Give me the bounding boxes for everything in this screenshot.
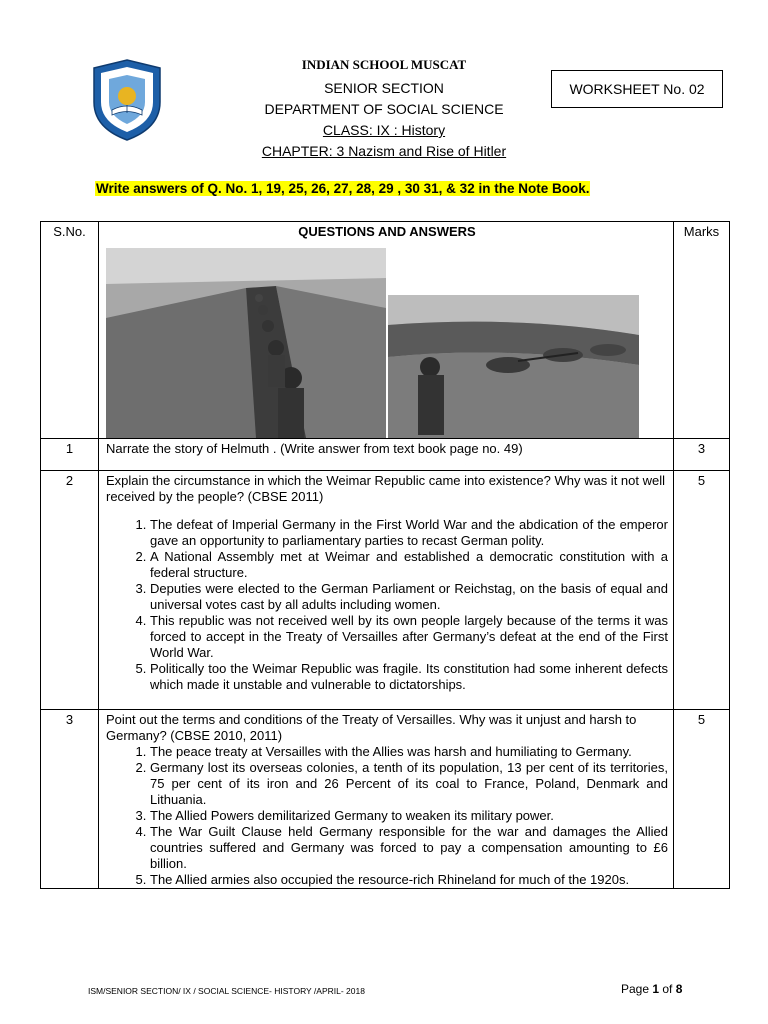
answer-list [106, 517, 668, 693]
list-item: 3. The Allied Powers demilitarized Germany to weaken its military power. [150, 808, 668, 824]
row-marks: 3 [674, 439, 730, 471]
row-question-answer [99, 710, 674, 889]
trench-photo-soldiers [106, 248, 386, 438]
list-item: 3. Deputies were elected to the German Parliament or Reichstag, on the basis of equal and universal votes cast by all adults including women. [150, 581, 668, 613]
list-item: 2. Germany lost its overseas colonies, a tenth of its population, 13 per cent of its territories, 75 per cent of its iron and 26 Percent of its coal to France, Poland, Denmark and Lithuania. [150, 760, 668, 808]
table-row [41, 471, 730, 710]
list-item: 1. The defeat of Imperial Germany in the First World War and the abdication of the emperor gave an opportunity to parliamentary parties to recast German polity. [150, 517, 668, 549]
row-sno: 2 [41, 471, 99, 710]
questions-table [40, 221, 730, 889]
school-name: INDIAN SCHOOL MUSCAT [301, 57, 467, 72]
page-total: 8 [675, 982, 683, 996]
trench-photos [106, 248, 668, 438]
list-item: 4. This republic was not received well by its own people largely because of the terms it was forced to accept in the Treaty of Versailles after Germany’s defeat at the end of the First World War. [150, 613, 668, 661]
page-current: 1 [652, 982, 660, 996]
row-question-answer [99, 471, 674, 710]
row-sno: 3 [41, 710, 99, 889]
instruction-highlight: Write answers of Q. No. 1, 19, 25, 26, 27, 28, 29 , 30 31, & 32 in the Note Book. [96, 181, 590, 196]
list-item: 5. Politically too the Weimar Republic was fragile. Its constitution had some inherent defects which made it unstable and vulnerable to dictatorships. [150, 661, 668, 693]
page-prefix: Page [621, 982, 653, 996]
department-name: DEPARTMENT OF SOCIAL SCIENCE [264, 101, 504, 117]
trench-photo-riflemen [388, 295, 639, 438]
header-sno: S.No. [41, 222, 99, 439]
header-questions [99, 222, 674, 439]
question-text: Point out the terms and conditions of the Treaty of Versailles. Why was it unjust and harsh to Germany? (CBSE 2010, 2011) [106, 712, 637, 743]
footer-left: ISM/SENIOR SECTION/ IX / SOCIAL SCIENCE- HISTORY /APRIL- 2018 [88, 986, 365, 996]
page-of: of [659, 982, 676, 996]
worksheet-number: WORKSHEET No. 02 [569, 81, 705, 97]
row-marks: 5 [674, 471, 730, 710]
question-text: Explain the circumstance in which the Weimar Republic came into existence? Why was it not well received by the people? (CBSE 2011) [106, 473, 665, 504]
class-label: CLASS: IX : History [322, 122, 446, 138]
page-indicator [621, 982, 682, 996]
answer-list [106, 744, 668, 888]
list-item: 1. The peace treaty at Versailles with the Allies was harsh and humiliating to Germany. [150, 744, 668, 760]
table-row [41, 439, 730, 471]
worksheet-number-box [551, 70, 723, 108]
chapter-title: CHAPTER: 3 Nazism and Rise of Hitler [261, 143, 507, 159]
row-marks: 5 [674, 710, 730, 889]
list-item: 2. A National Assembly met at Weimar and established a democratic constitution with a federal structure. [150, 549, 668, 581]
list-item: 4. The War Guilt Clause held Germany responsible for the war and damages the Allied countries suffered and Germany was forced to pay a compensation amounting to £6 billion. [150, 824, 668, 872]
section-name: SENIOR SECTION [324, 80, 444, 96]
questions-heading: QUESTIONS AND ANSWERS [298, 224, 476, 239]
row-sno: 1 [41, 439, 99, 471]
row-question: Narrate the story of Helmuth . (Write answer from text book page no. 49) [99, 439, 674, 471]
table-header-row [41, 222, 730, 439]
table-row [41, 710, 730, 889]
list-item: 5. The Allied armies also occupied the resource-rich Rhineland for much of the 1920s. [150, 872, 668, 888]
header-marks: Marks [674, 222, 730, 439]
